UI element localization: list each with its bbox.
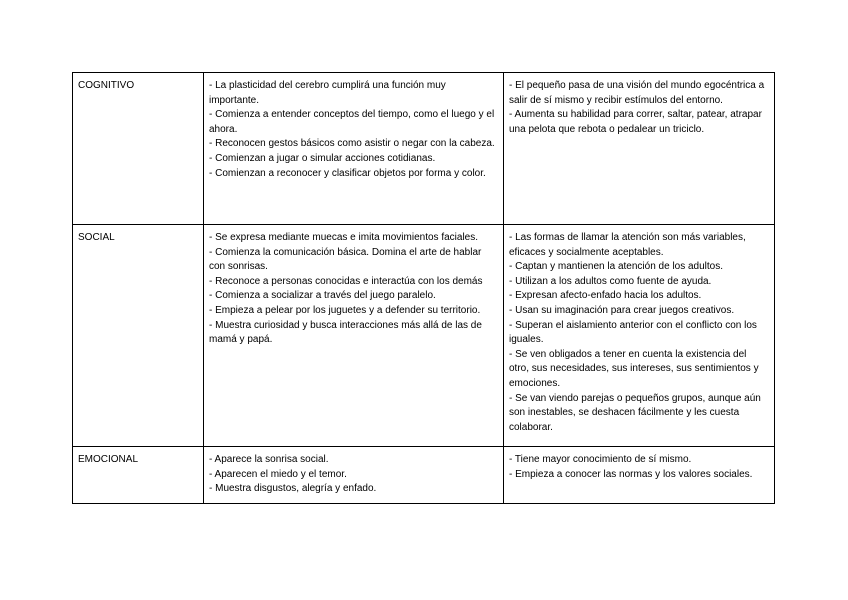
list-item: - La plasticidad del cerebro cumplirá una función muy importante. bbox=[209, 80, 446, 106]
stage-1-cell bbox=[204, 225, 504, 447]
stage-2-cell bbox=[504, 73, 775, 225]
category-label: EMOCIONAL bbox=[78, 454, 139, 465]
category-label: SOCIAL bbox=[78, 232, 115, 243]
list-item: - Aparece la sonrisa social. bbox=[209, 454, 329, 465]
table-row-cognitivo bbox=[73, 73, 775, 225]
category-label: COGNITIVO bbox=[78, 80, 135, 91]
list-item: - Se van viendo parejas o pequeños grupos, aunque aún son inestables, se deshacen fácilmente y les cuesta colaborar. bbox=[509, 392, 761, 433]
stage-2-cell bbox=[504, 447, 775, 504]
list-item: - Usan su imaginación para crear juegos creativos. bbox=[509, 304, 735, 316]
list-item: - Reconocen gestos básicos como asistir o negar con la cabeza. bbox=[209, 138, 495, 150]
list-item: - Comienza la comunicación básica. Domina el arte de hablar con sonrisas. bbox=[209, 246, 482, 273]
list-item: - Captan y mantienen la atención de los adultos. bbox=[509, 261, 724, 273]
list-item: - Utilizan a los adultos como fuente de ayuda. bbox=[509, 275, 712, 287]
table-row-emocional bbox=[73, 447, 775, 504]
category-cell bbox=[73, 73, 204, 225]
list-item: - Tiene mayor conocimiento de sí mismo. bbox=[509, 454, 692, 465]
stage-2-cell bbox=[504, 225, 775, 447]
list-item: - Se ven obligados a tener en cuenta la existencia del otro, sus necesidades, sus intereses, sus sentimientos y emociones. bbox=[509, 348, 759, 389]
list-item: - Empieza a pelear por los juguetes y a defender su territorio. bbox=[209, 304, 481, 316]
list-item: - Expresan afecto-enfado hacia los adultos. bbox=[509, 290, 702, 302]
list-item: - El pequeño pasa de una visión del mundo egocéntrica a salir de sí mismo y recibir estímulos del entorno. bbox=[509, 80, 765, 106]
list-item: - Muestra disgustos, alegría y enfado. bbox=[209, 483, 377, 495]
category-cell bbox=[73, 447, 204, 504]
list-item: - Comienza a socializar a través del juego paralelo. bbox=[209, 290, 436, 302]
list-item: - Se expresa mediante muecas e imita movimientos faciales. bbox=[209, 232, 479, 243]
stage-1-cell bbox=[204, 447, 504, 504]
list-item: - Comienzan a reconocer y clasificar objetos por forma y color. bbox=[209, 167, 486, 179]
table-row-social bbox=[73, 225, 775, 447]
list-item: - Comienzan a jugar o simular acciones cotidianas. bbox=[209, 152, 436, 164]
list-item: - Las formas de llamar la atención son más variables, eficaces y socialmente aceptables. bbox=[509, 232, 746, 258]
list-item: - Reconoce a personas conocidas e interactúa con los demás bbox=[209, 275, 483, 287]
category-cell bbox=[73, 225, 204, 447]
list-item: - Aumenta su habilidad para correr, saltar, patear, atrapar una pelota que rebota o pedalear un triciclo. bbox=[509, 109, 762, 135]
list-item: - Comienza a entender conceptos del tiempo, como el luego y el ahora. bbox=[209, 109, 495, 135]
development-table bbox=[72, 72, 775, 504]
stage-1-cell bbox=[204, 73, 504, 225]
list-item: - Muestra curiosidad y busca interacciones más allá de las de mamá y papá. bbox=[209, 319, 482, 346]
list-item: - Aparecen el miedo y el temor. bbox=[209, 468, 347, 480]
list-item: - Superan el aislamiento anterior con el conflicto con los iguales. bbox=[509, 319, 757, 346]
list-item: - Empieza a conocer las normas y los valores sociales. bbox=[509, 468, 753, 480]
